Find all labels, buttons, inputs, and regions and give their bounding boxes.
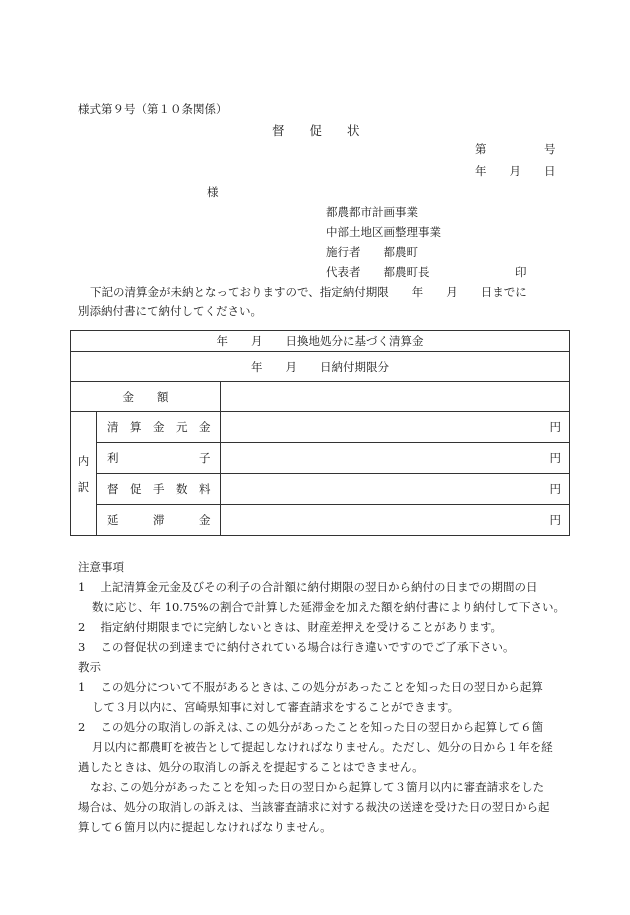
- item-late-charge-unit: 円: [221, 505, 570, 536]
- note-2: 2 指定納付期限までに完納しないときは、財産差押えを受けることがあります。: [78, 620, 503, 634]
- seal-mark: 印: [515, 265, 527, 279]
- table-row: [71, 382, 570, 412]
- instruction-2-line-2: 月以内に都農町を被告として提起しなければなりません。ただし、処分の日から１年を経: [92, 740, 553, 754]
- due-date-row: 年 月 日納付期限分: [71, 352, 570, 382]
- table-row: [71, 505, 570, 536]
- table-row: [71, 352, 570, 382]
- item-interest-unit: 円: [221, 443, 570, 474]
- body-line-2: 別添納付書にて納付してください。: [78, 304, 262, 318]
- notes-section: [78, 557, 570, 657]
- table-row: [71, 443, 570, 474]
- form-number: 様式第９号（第１０条関係）: [78, 102, 228, 116]
- instruction-1-line-2: して３月以内に、宮崎県知事に対して審査請求をすることができます。: [92, 700, 460, 714]
- issuer-subproject: 中部土地区画整理事業: [326, 225, 441, 239]
- note-1-line-1: 1 上記清算金元金及びその利子の合計額に納付期限の翌日から納付の日までの期間の日: [78, 580, 538, 594]
- issuer-representative: 代表者 都農町長: [326, 265, 430, 279]
- instructions-heading: 教示: [78, 660, 101, 674]
- issuer-project: 都農都市計画事業: [326, 205, 418, 219]
- document-number-line: [475, 141, 557, 157]
- item-late-charge-label: 延 滞 金: [97, 505, 221, 536]
- supplement-line-3: 算して６箇月以内に提起しなければなりません。: [78, 820, 332, 834]
- instructions-section: [78, 657, 570, 837]
- settlement-table: [70, 330, 570, 536]
- notes-heading: 注意事項: [78, 560, 124, 574]
- issuer-executor: 施行者 都農町: [326, 245, 418, 259]
- supplement-line-1: なお､この処分があったことを知った日の翌日から起算して３箇月以内に審査請求をした: [90, 780, 545, 794]
- table-row: [71, 474, 570, 505]
- item-principal-unit: 円: [221, 412, 570, 443]
- item-fee-unit: 円: [221, 474, 570, 505]
- breakdown-label-char-2: 訳: [77, 479, 90, 494]
- body-line-1: 下記の清算金が未納となっておりますので、指定納付期限 年 月 日までに: [90, 285, 527, 299]
- item-interest-label: 利 子: [97, 443, 221, 474]
- supplement-line-2: 場合は、処分の取消しの訴えは、当該審査請求に対する裁決の送達を受けた日の翌日から起: [78, 800, 550, 814]
- instruction-2-line-3: 過したときは、処分の取消しの訴えを提起することはできません。: [78, 760, 424, 774]
- document-title: 督 促 状: [272, 123, 360, 138]
- note-1-line-2: 数に応じ、年 10.75%の割合で計算した延滞金を加えた額を納付書により納付して下さい。: [92, 600, 566, 614]
- replotting-settlement-row: 年 月 日換地処分に基づく清算金: [71, 331, 570, 352]
- amount-label: 金 額: [71, 382, 221, 412]
- item-fee-label: 督 促 手 数 料: [97, 474, 221, 505]
- table-row: [71, 412, 570, 443]
- breakdown-label-char-1: 内: [77, 453, 90, 468]
- number-text: 第 号: [475, 142, 556, 156]
- addressee-honorific: 様: [207, 185, 219, 199]
- table-row: [71, 331, 570, 352]
- amount-value-cell: [221, 382, 570, 412]
- item-principal-label: 清 算 金 元 金: [97, 412, 221, 443]
- date-line: 年 月 日: [475, 164, 556, 178]
- breakdown-label: [71, 412, 97, 536]
- instruction-1-line-1: 1 この処分について不服があるときは､この処分があったことを知った日の翌日から起算: [78, 680, 543, 694]
- instruction-2-line-1: 2 この処分の取消しの訴えは､この処分があったことを知った日の翌日から起算して６箇: [78, 720, 544, 734]
- note-3: 3 この督促状の到達までに納付されている場合は行き違いですのでご了承下さい。: [78, 640, 515, 654]
